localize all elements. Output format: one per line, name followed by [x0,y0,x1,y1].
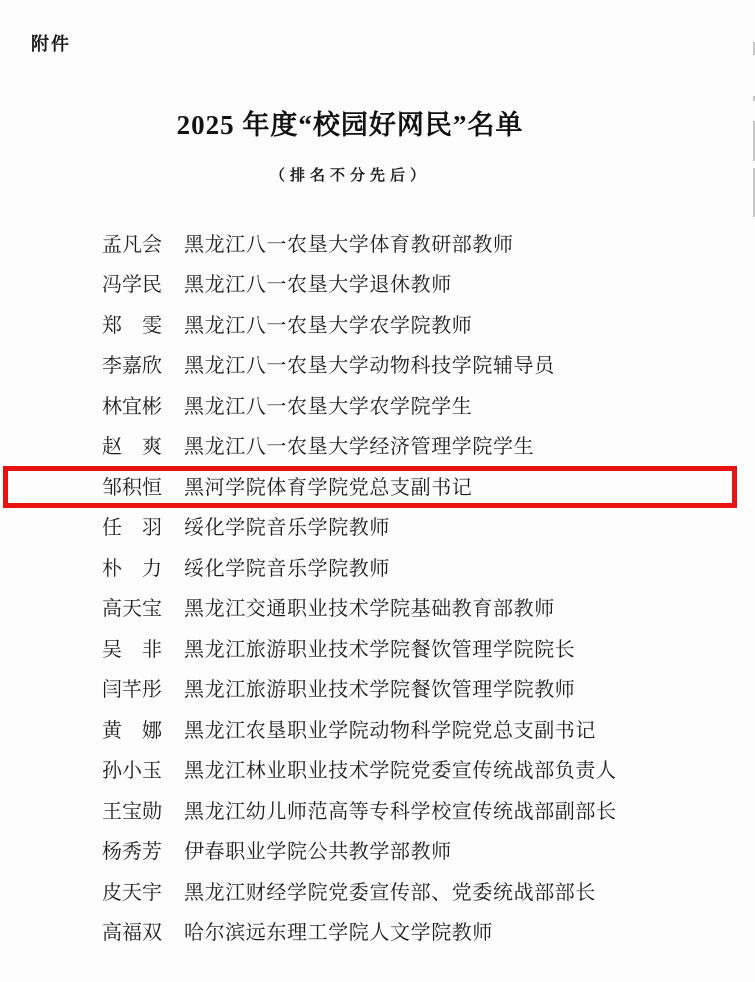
recipient-name: 皮天宇 [102,881,162,904]
recipient-affiliation: 黑龙江林业职业技术学院党委宣传统战部负责人 [184,760,617,783]
recipient-name: 朴力 [102,557,162,580]
list-item [0,222,755,263]
recipient-affiliation: 绥化学院音乐学院教师 [184,517,390,540]
list-item [0,465,755,506]
recipient-name: 吴非 [102,638,162,661]
list-item [0,910,755,951]
list-item [0,829,755,870]
list-item [0,546,755,587]
recipient-affiliation: 黑龙江农垦职业学院动物科学院党总支副书记 [184,719,596,742]
recipient-name: 任羽 [102,517,162,540]
recipient-name: 高天宝 [102,598,162,621]
recipient-affiliation: 黑龙江八一农垦大学农学院教师 [184,314,473,337]
recipient-affiliation: 黑龙江八一农垦大学退休教师 [184,274,452,297]
list-item [0,262,755,303]
recipient-name: 闫芊彤 [102,679,162,702]
list-item [0,870,755,911]
list-item [0,586,755,627]
recipients-list [0,222,755,951]
recipient-name: 冯学民 [102,274,162,297]
title-block [0,103,700,185]
recipient-name: 王宝勋 [102,800,162,823]
recipient-name: 孙小玉 [102,760,162,783]
recipient-affiliation: 黑龙江八一农垦大学经济管理学院学生 [184,436,535,459]
list-item [0,667,755,708]
recipient-affiliation: 黑龙江旅游职业技术学院餐饮管理学院院长 [184,638,576,661]
recipient-affiliation: 伊春职业学院公共教学部教师 [184,841,452,864]
list-item [0,708,755,749]
list-item [0,303,755,344]
attachment-label: 附件 [31,34,71,54]
page-subtitle: （排名不分先后） [269,168,430,184]
recipient-name: 孟凡会 [102,233,162,256]
recipient-affiliation: 黑龙江交通职业技术学院基础教育部教师 [184,598,555,621]
recipient-name: 邹积恒 [102,476,162,499]
recipient-name: 杨秀芳 [102,841,162,864]
recipient-name: 林宜彬 [102,395,162,418]
list-item [0,384,755,425]
recipient-affiliation: 黑河学院体育学院党总支副书记 [184,476,473,499]
recipient-name: 黄娜 [102,719,162,742]
recipient-name: 李嘉欣 [102,355,162,378]
recipient-affiliation: 黑龙江幼儿师范高等专科学校宣传统战部副部长 [184,800,617,823]
recipient-affiliation: 黑龙江八一农垦大学动物科技学院辅导员 [184,355,555,378]
recipient-name: 郑雯 [102,314,162,337]
recipient-name: 赵爽 [102,436,162,459]
list-item [0,343,755,384]
recipient-affiliation: 绥化学院音乐学院教师 [184,557,390,580]
list-item [0,789,755,830]
list-item [0,748,755,789]
recipient-affiliation: 黑龙江八一农垦大学体育教研部教师 [184,233,514,256]
recipient-affiliation: 哈尔滨远东理工学院人文学院教师 [184,922,493,945]
list-item [0,424,755,465]
recipient-affiliation: 黑龙江旅游职业技术学院餐饮管理学院教师 [184,679,576,702]
recipient-affiliation: 黑龙江八一农垦大学农学院学生 [184,395,473,418]
recipient-affiliation: 黑龙江财经学院党委宣传部、党委统战部部长 [184,881,596,904]
recipient-name: 高福双 [102,922,162,945]
page-title: 2025 年度“校园好网民”名单 [176,110,524,140]
list-item [0,505,755,546]
list-item [0,627,755,668]
